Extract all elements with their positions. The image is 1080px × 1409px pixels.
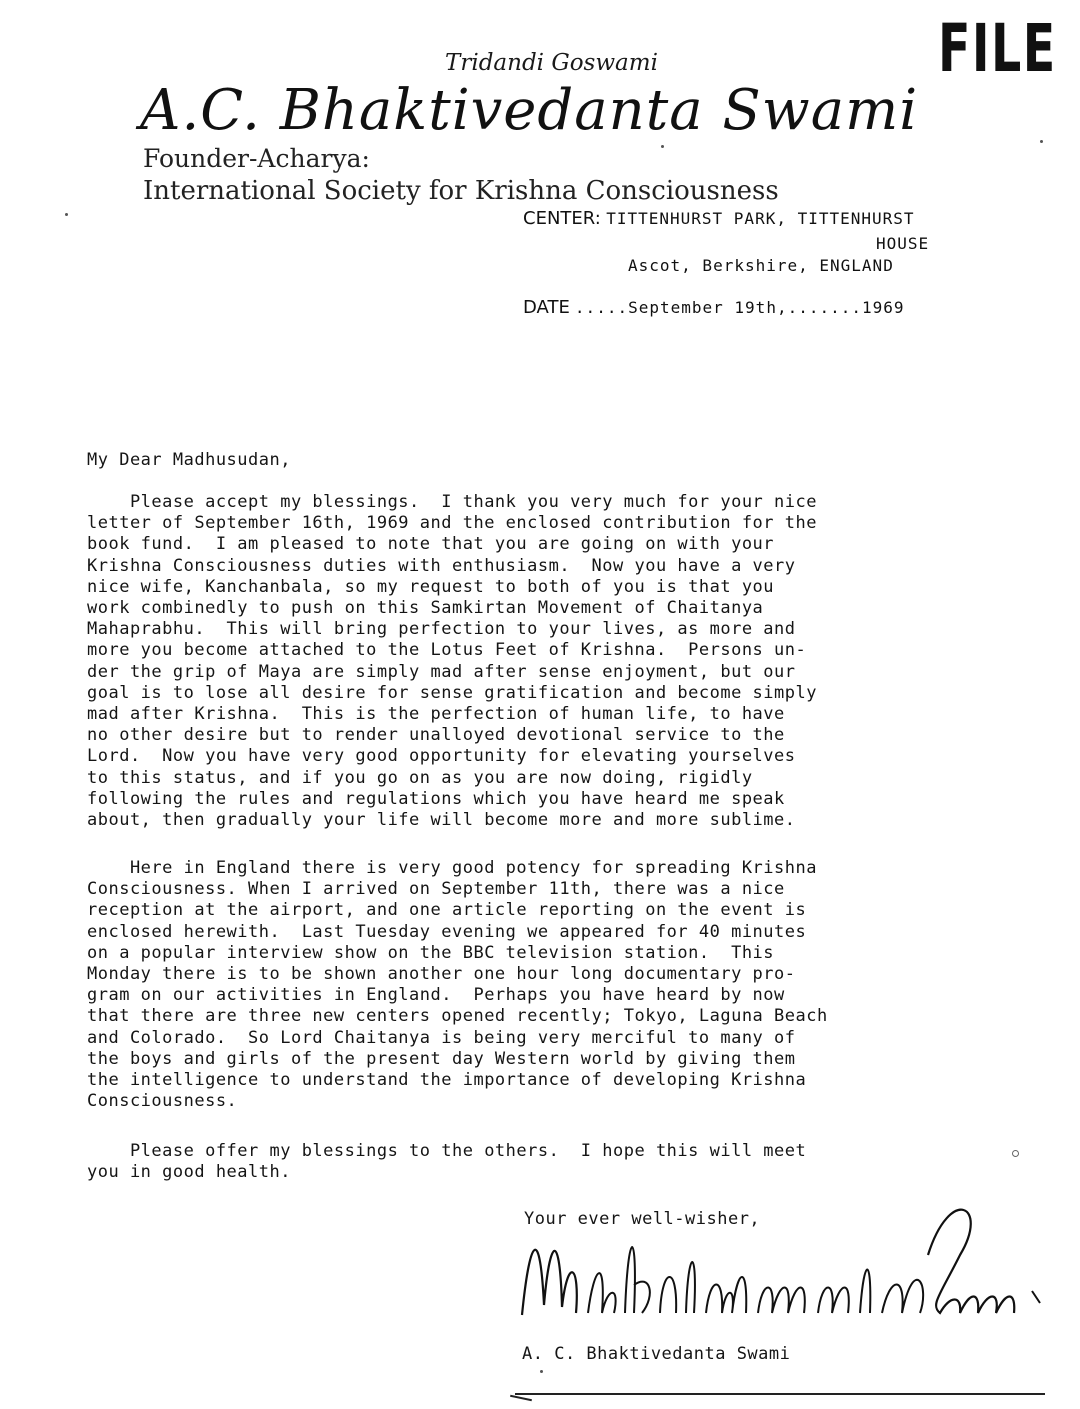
letter-closing: Your ever well-wisher, xyxy=(524,1209,761,1229)
bottom-rule xyxy=(515,1393,1045,1395)
scan-speck xyxy=(661,145,664,148)
letterhead-society: International Society for Krishna Consciousness xyxy=(143,176,779,206)
center-address-line2: HOUSE xyxy=(876,234,930,253)
scan-speck xyxy=(540,1370,543,1373)
letter-paragraph-2: Here in England there is very good potency for spreading Krishna Consciousness. When I arrived on September 11th, there was a nice reception at the airport, and one article reporting on the event is enclosed herewith. Last Tuesday evening we appeared for 40 minutes on a popular interview show on the BBC television station. This Monday there is to be shown another one hour long documentary pro- gram on our activities in England. Perhaps you have heard by now that there are three new centers opened recently; Tokyo, Laguna Beach and Colorado. So Lord Chaitanya is being very merciful to many of the boys and girls of the present day Western world by giving them the intelligence to understand the importance of developing Krishna Consciousness. xyxy=(87,858,828,1112)
letterhead-founder: Founder-Acharya: xyxy=(143,144,370,173)
scan-speck xyxy=(1012,1150,1019,1157)
center-address-line3: Ascot, Berkshire, ENGLAND xyxy=(628,256,894,275)
letter-salutation: My Dear Madhusudan, xyxy=(87,450,291,470)
letterhead-name: A.C. Bhaktivedanta Swami xyxy=(140,78,919,143)
signer-name: A. C. Bhaktivedanta Swami xyxy=(522,1344,791,1364)
scan-speck xyxy=(65,213,68,216)
bottom-rule-tail xyxy=(510,1395,532,1402)
date-label: DATE xyxy=(523,297,570,318)
letterhead-tridandi: Tridandi Goswami xyxy=(445,50,658,76)
date-line xyxy=(523,297,905,318)
letter-paragraph-3: Please offer my blessings to the others. I hope this will meet you in good health. xyxy=(87,1141,807,1183)
letter-paragraph-1: Please accept my blessings. I thank you very much for your nice letter of September 16th, 1969 and the enclosed contribution for the book fund. I am pleased to note that you are going on with your Krishna Consciousness duties with enthusiasm. Now you have a very nice wife, Kanchanbala, so my request to both of you is that you work combinedly to push on this Samkirtan Movement of Chaitanya Mahaprabhu. This will bring perfection to your lives, as more and more you become attached to the Lotus Feet of Krishna. Persons un- der the grip of Maya are simply mad after sense enjoyment, but our goal is to lose all desire for sense gratification and become simply mad after Krishna. This is the perfection of human life, to have no other desire but to render unalloyed devotional service to the Lord. Now you have very good opportunity for elevating yourselves to this status, and if you go on as you are now doing, rigidly following the rules and regulations which you have heard me speak about, then gradually your life will become more and more sublime. xyxy=(87,492,817,831)
center-address: TITTENHURST PARK, TITTENHURST xyxy=(606,209,915,228)
file-stamp: FILE xyxy=(938,10,1057,87)
center-label: CENTER: xyxy=(523,208,601,229)
date-value: .....September 19th,.......1969 xyxy=(574,298,905,317)
scan-speck xyxy=(1040,140,1043,143)
handwritten-signature xyxy=(510,1195,1070,1335)
center-address-line1 xyxy=(523,208,915,229)
